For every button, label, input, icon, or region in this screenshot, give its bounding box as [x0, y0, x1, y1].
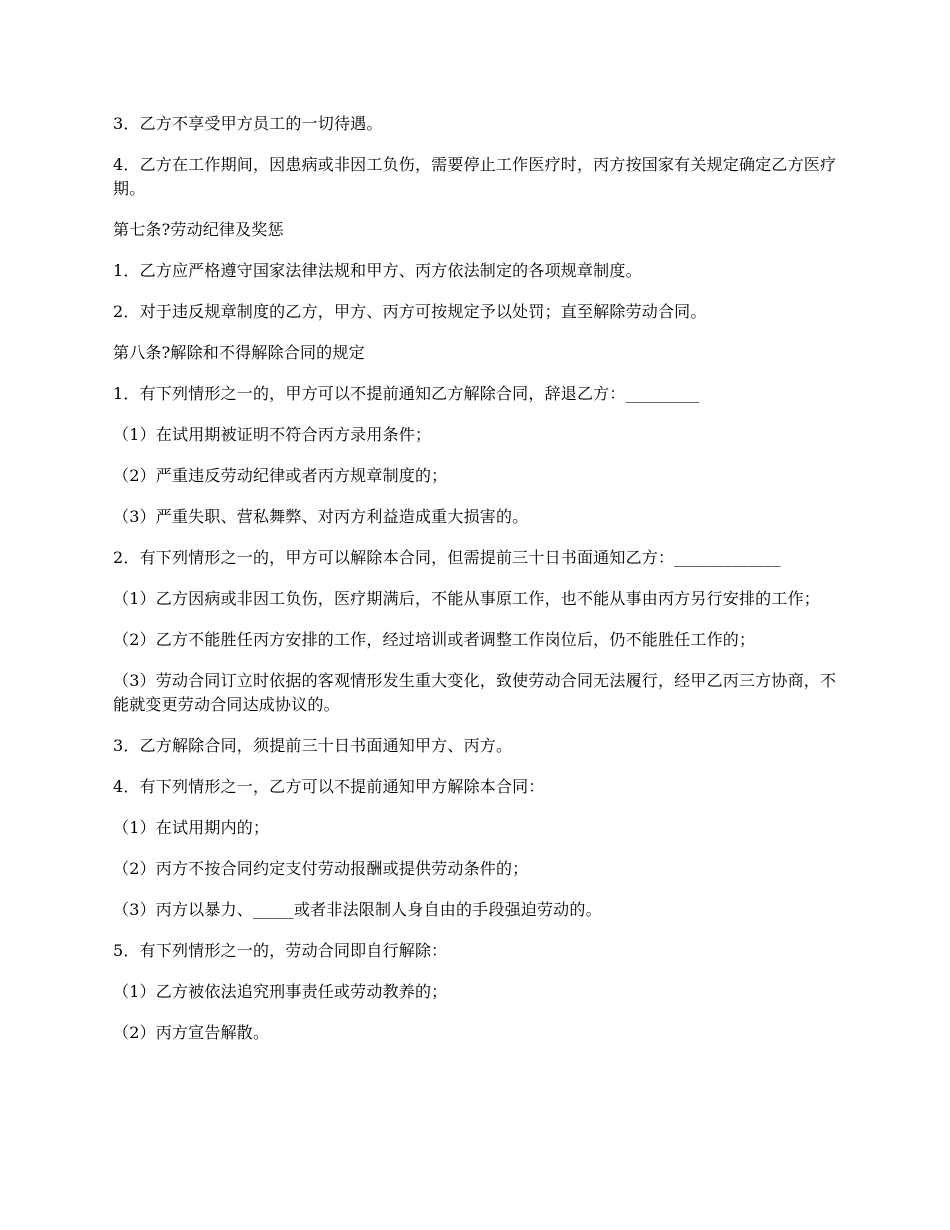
section-heading-article-8: 第八条?解除和不得解除合同的规定: [113, 343, 365, 362]
section-heading-article-7: 第七条?劳动纪律及奖惩: [113, 220, 284, 239]
paragraph-article-7-item-1: 1．乙方应严格遵守国家法律法规和甲方、丙方依法制定的各项规章制度。: [113, 261, 642, 280]
paragraph-article-8-item-1: 1．有下列情形之一的，甲方可以不提前通知乙方解除合同，辞退乙方：_________: [113, 384, 700, 403]
paragraph-article-8-item-1-sub-3: （3）严重失职、营私舞弊、对丙方利益造成重大损害的。: [113, 507, 529, 526]
paragraph-item-4-medical-period: 4．乙方在工作期间，因患病或非因工负伤，需要停止工作医疗时，丙方按国家有关规定确定乙方医疗期。: [113, 155, 837, 198]
document-body: [113, 112, 839, 1062]
paragraph-article-8-item-5-sub-1: （1）乙方被依法追究刑事责任或劳动教养的；: [113, 982, 448, 1001]
paragraph-article-8-item-2-sub-1: （1）乙方因病或非因工负伤，医疗期满后，不能从事原工作，也不能从事由丙方另行安排的工作；: [113, 589, 820, 608]
paragraph-article-8-item-1-sub-1: （1）在试用期被证明不符合丙方录用条件；: [113, 425, 432, 444]
paragraph-article-8-item-5-sub-2: （2）丙方宣告解散。: [113, 1023, 270, 1042]
paragraph-article-8-item-2-sub-2: （2）乙方不能胜任丙方安排的工作，经过培训或者调整工作岗位后，仍不能胜任工作的；: [113, 630, 756, 649]
paragraph-article-8-item-4-sub-3: （3）丙方以暴力、_____或者非法限制人身自由的手段强迫劳动的。: [113, 900, 602, 919]
paragraph-article-8-item-4: 4．有下列情形之一，乙方可以不提前通知甲方解除本合同：: [113, 777, 545, 796]
paragraph-article-8-item-4-sub-1: （1）在试用期内的；: [113, 818, 270, 837]
paragraph-article-8-item-3: 3．乙方解除合同，须提前三十日书面通知甲方、丙方。: [113, 736, 513, 755]
paragraph-article-8-item-4-sub-2: （2）丙方不按合同约定支付劳动报酬或提供劳动条件的；: [113, 859, 529, 878]
paragraph-article-8-item-5: 5．有下列情形之一的，劳动合同即自行解除：: [113, 941, 448, 960]
paragraph-article-7-item-2: 2．对于违反规章制度的乙方，甲方、丙方可按规定予以处罚；直至解除劳动合同。: [113, 302, 707, 321]
paragraph-article-8-item-1-sub-2: （2）严重违反劳动纪律或者丙方规章制度的；: [113, 466, 448, 485]
paragraph-article-8-item-2-sub-3: （3）劳动合同订立时依据的客观情形发生重大变化，致使劳动合同无法履行，经甲乙丙三方协商，不能就变更劳动合同达成协议的。: [113, 671, 837, 714]
paragraph-article-8-item-2: 2．有下列情形之一的，甲方可以解除本合同，但需提前三十日书面通知乙方：_____________: [113, 548, 781, 567]
paragraph-item-3-no-benefits: 3．乙方不享受甲方员工的一切待遇。: [113, 114, 383, 133]
